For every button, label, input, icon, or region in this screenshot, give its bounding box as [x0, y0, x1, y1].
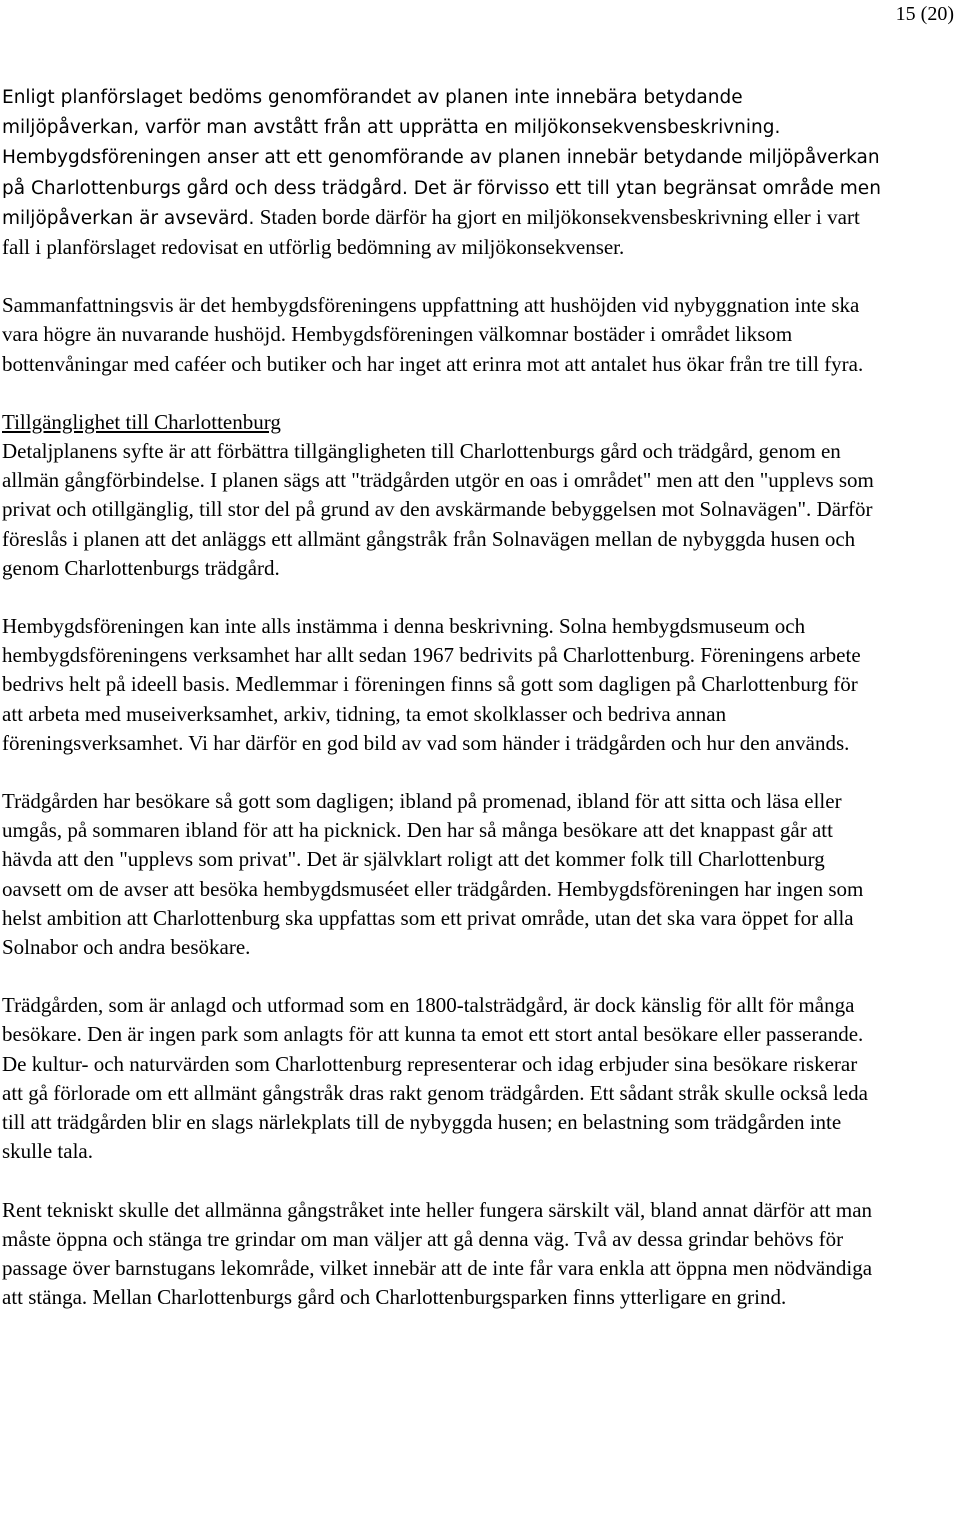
section-heading: Tillgänglighet till Charlottenburg	[2, 409, 281, 434]
paragraph-summary: Sammanfattningsvis är det hembygdsföreningens uppfattning att hushöjden vid nybyggnation inte ska vara högre än nuvarande hushöjd. Hembygdsföreningen välkomnar bostäder i området liksom bottenvåningar med caféer och butiker och har inget att erinra mot att antalet hus ökar från tre till fyra.	[2, 293, 864, 376]
page-number: 15 (20)	[895, 3, 954, 25]
paragraph-garden-visitors: Trädgården har besökare så gott som dagligen; ibland på promenad, ibland för att sitta och läsa eller umgås, på sommaren ibland för att ha picknick. Den har så många besökare att det knappast går att hävda att den "upplevs som privat". Det är självklart roligt att det kommer folk till Charlottenburg oavsett om de avser att besöka hembygdsmuséet eller trädgården. Hembygdsföreningen har ingen som helst ambition att Charlottenburg ska uppfattas som ett privat område, utan det ska vara öppet for alla Solnabor och andra besökare.	[2, 789, 864, 960]
paragraph-accessibility	[2, 408, 882, 583]
paragraph-segment: Detaljplanens syfte är att förbättra tillgängligheten till Charlottenburgs gård och trädgård, genom en allmän gångförbindelse. I planen sägs att "trädgården utgör en oas i området" men att den "upplevs som privat och otillgänglig, till stor del på grund av den avskärmande bebyggelsen mot Solnavägen". Därför föreslås i planen att det anläggs ett allmänt gångstråk från Solnavägen mellan de nybyggda husen och genom Charlottenburgs trädgård.	[2, 439, 874, 580]
paragraph-environmental-impact	[2, 82, 882, 262]
paragraph-segment: Staden borde därför ha gjort en miljökonsekvensbeskrivning eller i vart fall i planförslaget redovisat en utförlig bedömning av miljökonsekvenser.	[2, 204, 860, 260]
paragraph-association-activity: Hembygdsföreningen kan inte alls instämma i denna beskrivning. Solna hembygdsmuseum och hembygdsföreningens verksamhet har allt sedan 1967 bedrivits på Charlottenburg. Föreningens arbete bedrivs helt på ideell basis. Medlemmar i föreningen finns så gott som dagligen på Charlottenburg för att arbeta med museiverksamhet, arkiv, tidning, ta emot skolklasser och bedriva annan föreningsverksamhet. Vi har därför en god bild av vad som händer i trädgården och hur den används.	[2, 614, 861, 755]
paragraph-segment: Enligt planförslaget bedöms genomförandet av planen inte innebära betydande miljöpåverkan, varför man avstått från att upprätta en miljökonsekvensbeskrivning. Hembygdsföreningen anser att ett genomförande av planen innebär betydande miljöpåverkan på Charlottenburgs gård och dess trädgård. Det är förvisso ett till ytan begränsat område men miljöpåverkan är avsevärd.	[2, 87, 881, 229]
paragraph-garden-sensitivity: Trädgården, som är anlagd och utformad som en 1800-talsträdgård, är dock känslig för allt för många besökare. Den är ingen park som anlagts för att kunna ta emot ett stort antal besökare eller passerande. De kultur- och naturvärden som Charlottenburg representerar och idag erbjuder sina besökare riskerar att gå förlorade om ett allmänt gångstråk dras rakt genom trädgården. Ett sådant stråk skulle också leda till att trädgården blir en slags närlekplats till de nybyggda husen; en belastning som trädgården inte skulle tala.	[2, 993, 868, 1164]
paragraph-gates: Rent tekniskt skulle det allmänna gångstråket inte heller fungera särskilt väl, bland annat därför att man måste öppna och stänga tre grindar om man väljer att gå denna väg. Två av dessa grindar behövs för passage över barnstugans lekområde, vilket innebär att de inte får vara enkla att öppna men nödvändiga att stänga. Mellan Charlottenburgs gård och Charlottenburgsparken finns ytterligare en grind.	[2, 1197, 873, 1310]
document-body	[2, 82, 882, 1341]
